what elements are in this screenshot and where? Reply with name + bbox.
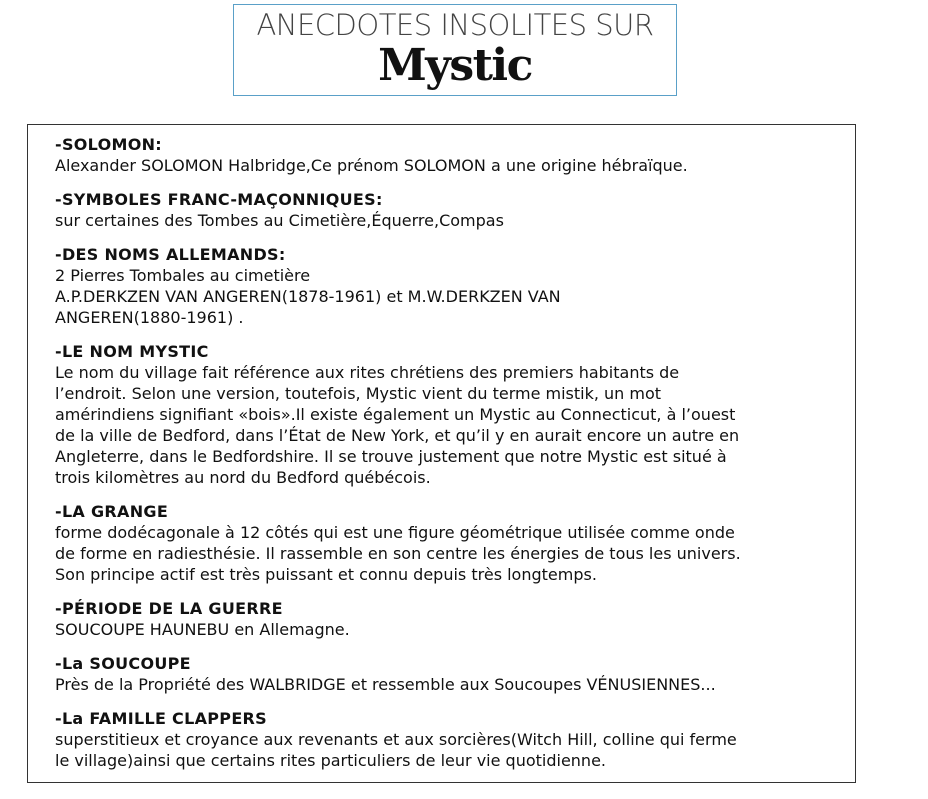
- title-box: [233, 4, 677, 96]
- section-text: Son principe actif est très puissant et connu depuis très longtemps.: [55, 565, 597, 584]
- anecdotes-box: [27, 124, 856, 783]
- section-soucoupe: [55, 653, 855, 695]
- section-title: -SOLOMON:: [55, 135, 163, 154]
- section-periode-guerre: [55, 598, 855, 640]
- section-title: -DES NOMS ALLEMANDS:: [55, 245, 286, 264]
- section-nom-mystic: [55, 341, 855, 488]
- section-text: superstitieux et croyance aux revenants et aux sorcières(Witch Hill, colline qui ferme: [55, 730, 737, 749]
- section-title: -La SOUCOUPE: [55, 654, 191, 673]
- section-text: ANGEREN(1880-1961) .: [55, 308, 244, 327]
- section-title: -La FAMILLE CLAPPERS: [55, 709, 267, 728]
- section-text: Près de la Propriété des WALBRIDGE et ressemble aux Soucoupes VÉNUSIENNES...: [55, 675, 716, 694]
- section-text: amérindiens signifiant «bois».Il existe également un Mystic au Connecticut, à l’ouest: [55, 405, 736, 424]
- section-text: Alexander SOLOMON Halbridge,Ce prénom SOLOMON a une origine hébraïque.: [55, 156, 688, 175]
- section-text: de forme en radiesthésie. Il rassemble en son centre les énergies de tous les univers.: [55, 544, 741, 563]
- section-text: le village)ainsi que certains rites particuliers de leur vie quotidienne.: [55, 751, 606, 770]
- section-text: Le nom du village fait référence aux rites chrétiens des premiers habitants de: [55, 363, 680, 382]
- section-text: Angleterre, dans le Bedfordshire. Il se trouve justement que notre Mystic est situé à: [55, 447, 727, 466]
- section-title: -LE NOM MYSTIC: [55, 342, 209, 361]
- section-symboles: [55, 189, 855, 231]
- section-title: -LA GRANGE: [55, 502, 169, 521]
- page-subtitle: ANECDOTES INSOLITES SUR: [256, 8, 654, 42]
- section-text: SOUCOUPE HAUNEBU en Allemagne.: [55, 620, 350, 639]
- section-grange: [55, 501, 855, 585]
- section-noms-allemands: [55, 244, 855, 328]
- section-title: -SYMBOLES FRANC-MAÇONNIQUES:: [55, 190, 383, 209]
- page-title: Mystic: [378, 40, 532, 91]
- section-famille-clappers: [55, 708, 855, 771]
- section-text: l’endroit. Selon une version, toutefois, Mystic vient du terme mistik, un mot: [55, 384, 662, 403]
- section-text: A.P.DERKZEN VAN ANGEREN(1878-1961) et M.W.DERKZEN VAN: [55, 287, 561, 306]
- section-text: de la ville de Bedford, dans l’État de New York, et qu’il y en aurait encore un autre en: [55, 426, 740, 445]
- section-text: sur certaines des Tombes au Cimetière,Équerre,Compas: [55, 211, 504, 230]
- section-solomon: [55, 134, 855, 176]
- section-text: forme dodécagonale à 12 côtés qui est une figure géométrique utilisée comme onde: [55, 523, 735, 542]
- section-text: 2 Pierres Tombales au cimetière: [55, 266, 311, 285]
- section-text: trois kilomètres au nord du Bedford québécois.: [55, 468, 431, 487]
- section-title: -PÉRIODE DE LA GUERRE: [55, 599, 283, 618]
